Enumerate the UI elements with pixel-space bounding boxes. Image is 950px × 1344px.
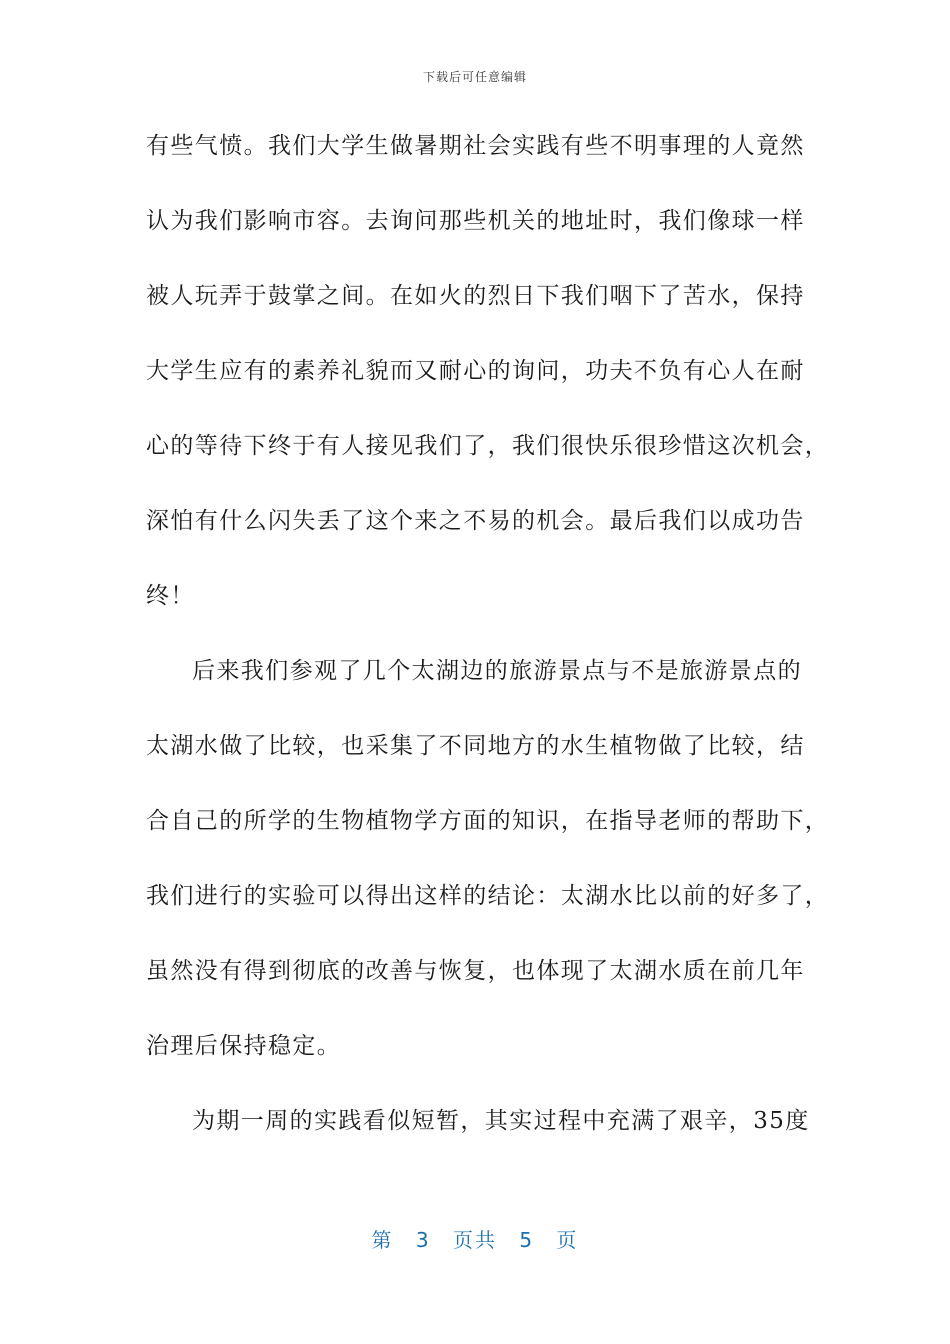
- document-body: [146, 118, 830, 1168]
- body-line: 有些气愤。我们大学生做暑期社会实践有些不明事理的人竟然: [146, 133, 805, 159]
- body-line: 合自己的所学的生物植物学方面的知识，在指导老师的帮助下，: [146, 808, 830, 834]
- body-line: 终！: [146, 583, 195, 609]
- page-number: 第 3 页共 5 页: [371, 1228, 579, 1252]
- body-line: 认为我们影响市容。去询问那些机关的地址时，我们像球一样: [146, 208, 805, 234]
- body-line: 治理后保持稳定。: [146, 1033, 342, 1059]
- body-line: 被人玩弄于鼓掌之间。在如火的烈日下我们咽下了苦水，保持: [146, 283, 805, 309]
- body-line: 虽然没有得到彻底的改善与恢复，也体现了太湖水质在前几年: [146, 958, 805, 984]
- body-line: 大学生应有的素养礼貌而又耐心的询问，功夫不负有心人在耐: [146, 358, 805, 384]
- body-line: 深怕有什么闪失丢了这个来之不易的机会。最后我们以成功告: [146, 508, 805, 534]
- page-header: 下载后可任意编辑: [422, 70, 527, 84]
- paragraph-start-line: 后来我们参观了几个太湖边的旅游景点与不是旅游景点的: [192, 658, 802, 684]
- paragraph-start-line: 为期一周的实践看似短暂，其实过程中充满了艰辛，35度: [192, 1108, 810, 1134]
- body-line: 我们进行的实验可以得出这样的结论：太湖水比以前的好多了，: [146, 883, 830, 909]
- body-line: 心的等待下终于有人接见我们了，我们很快乐很珍惜这次机会，: [146, 433, 830, 459]
- body-line: 太湖水做了比较，也采集了不同地方的水生植物做了比较，结: [146, 733, 805, 759]
